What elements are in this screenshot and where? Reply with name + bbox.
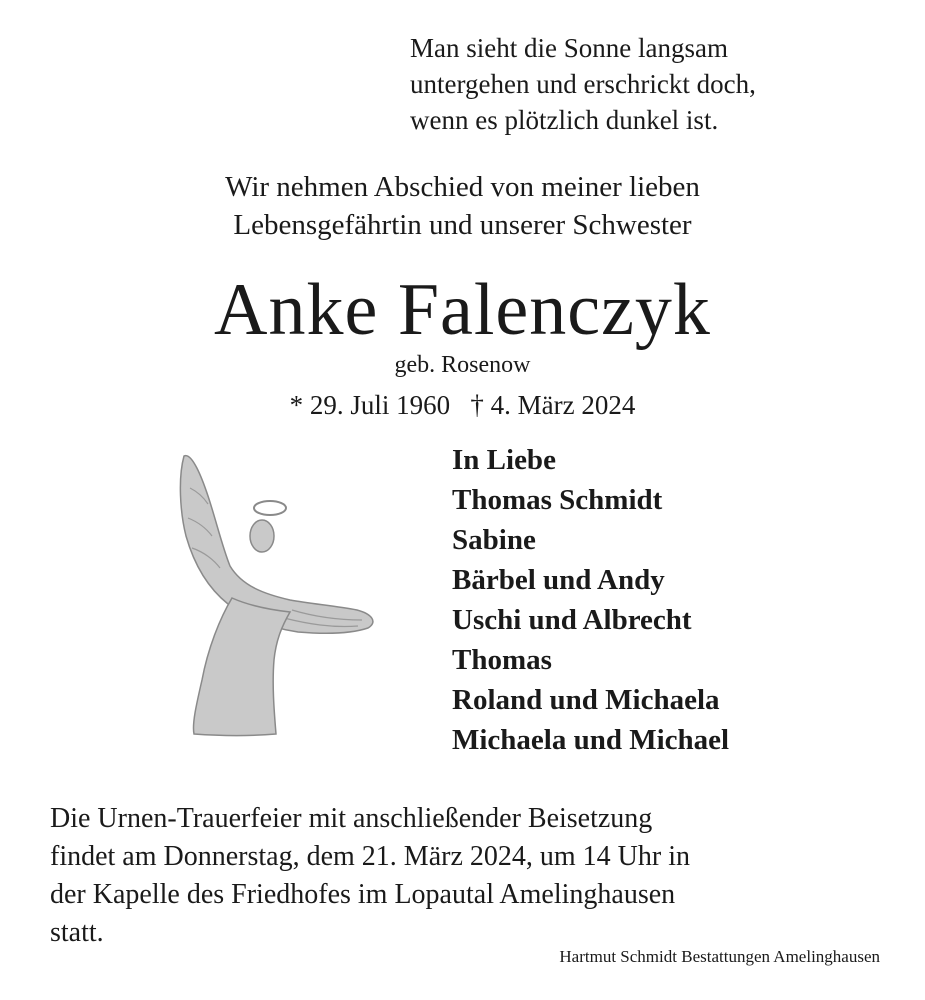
mourner-line: Roland und Michaela [452,684,720,716]
mourner-line: In Liebe [452,444,556,476]
mourner-line: Bärbel und Andy [452,564,665,596]
intro-line: Lebensgefährtin und unserer Schwester [233,209,692,241]
angel-head [250,520,274,552]
angel-icon [172,448,384,738]
ceremony-line: der Kapelle des Friedhofes im Lopautal Amelinghausen [50,879,676,910]
halo [254,501,286,515]
motto-line: Man sieht die Sonne langsam [410,33,728,63]
deceased-name: Anke Falenczyk [214,269,711,351]
motto-line: wenn es plötzlich dunkel ist. [410,105,719,135]
mourner-line: Thomas [452,644,552,676]
motto-verse [410,30,756,138]
motto-line: untergehen und erschrickt doch, [410,69,756,99]
mourner-line: Uschi und Albrecht [452,604,692,636]
maiden-name: geb. Rosenow [394,352,531,378]
mourner-line: Sabine [452,524,536,556]
mourner-line: Thomas Schmidt [452,484,663,516]
ceremony-info [50,800,690,952]
farewell-intro [0,168,925,244]
mourners-list [452,440,729,760]
ceremony-line: Die Urnen-Trauerfeier mit anschließender Beisetzung [50,803,653,834]
ceremony-line: findet am Donnerstag, dem 21. März 2024, um 14 Uhr in [50,841,690,872]
undertaker-credit: Hartmut Schmidt Bestattungen Amelinghausen [559,947,880,966]
ceremony-line: statt. [50,917,104,948]
angel-wing [180,456,373,634]
angel-body [193,598,290,736]
mourner-line: Michaela und Michael [452,724,730,756]
intro-line: Wir nehmen Abschied von meiner lieben [225,171,700,203]
life-dates: * 29. Juli 1960 † 4. März 2024 [289,390,636,420]
